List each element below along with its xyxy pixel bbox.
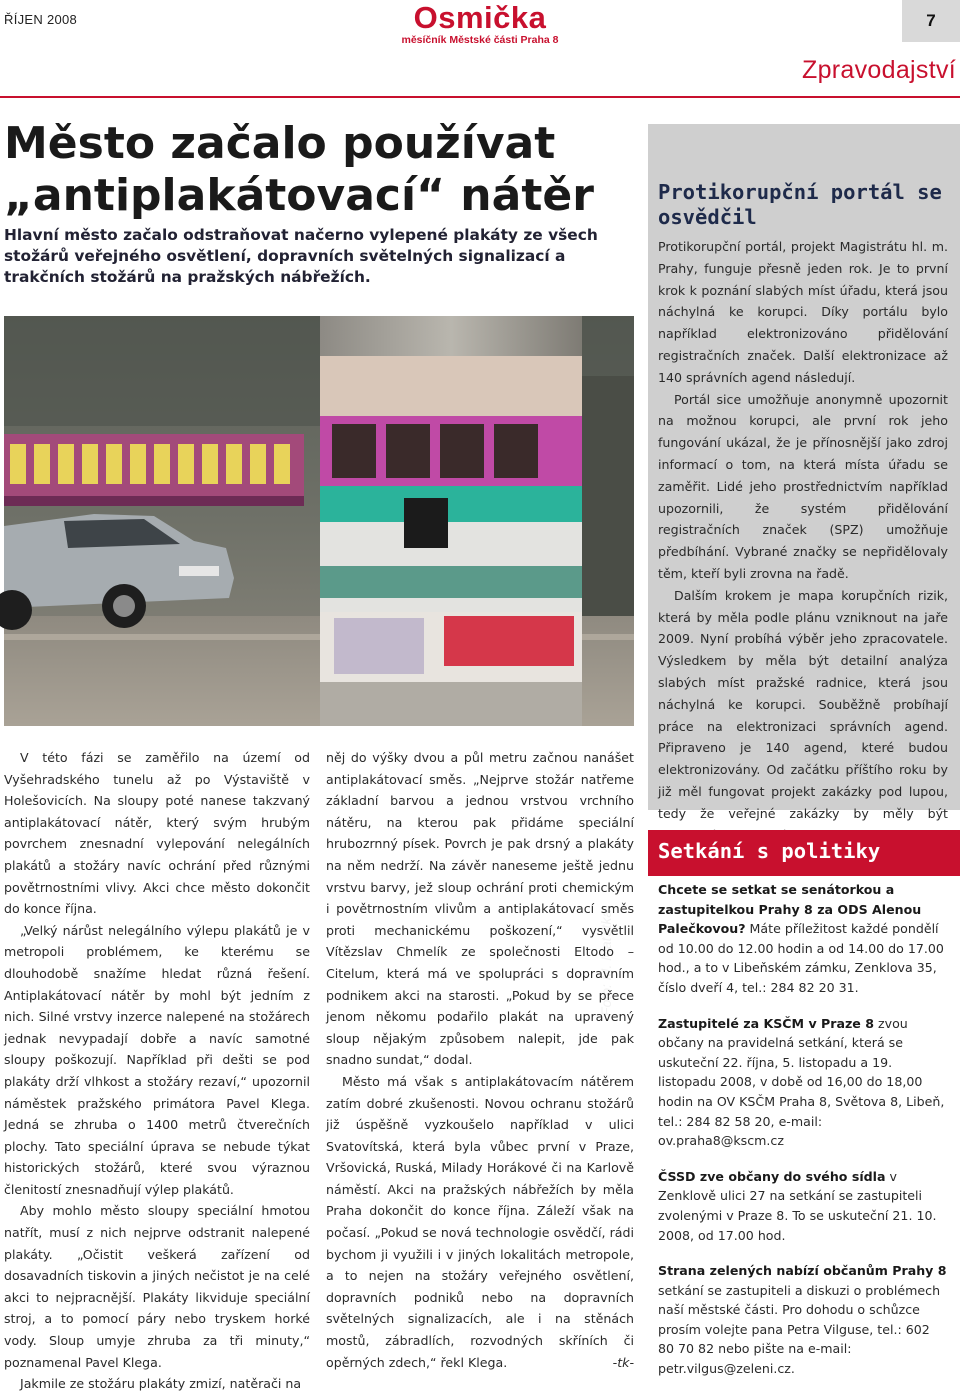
logo[interactable]: Osmička	[413, 0, 547, 35]
sidebar-paragraph-text: Dalším krokem je mapa korupčních rizik, která by měla podle plánu vzniknout na jaře 2009. Nyní probíhá výběr jeho zpracovatele. Výsledkem by měla být detailní analýza slabých míst pražské radnice, která jsou náchylná ke korupci. Souběžně probíhají práce na elektronizaci správních agend. Připraveno je 140 agend, které budou elektronizovány. Od začátku příštího roku by již měl fungovat projekt zakázky pod lupou, tedy že veřejné zakázky by měly být	[658, 587, 948, 821]
article-paragraph: něj do výšky dvou a půl metru začnou nanášet antiplakátovací směs. „Nejprve stožár natřeme základní barvou a jednou vrstvou vrchního nátěru, na kterou pak přidáme speciální hrubozrnný písek. Povrch je pak drsný a plakáty na něm nedrží. Na závěr naneseme ještě jednu vrstvu barvy, jež sloup ochrání proti chemickým i povětrnostním vlivům a antiplakátovací směs proti mechanickému poškození,“ vysvětlil Vítězslav Chmelík ze společnosti Eltodo – Citelum, která má ve spolupráci s dopravním podnikem akci na starosti. „Pokud by se přece jenom někomu podařilo plakát na upravený sloup nějakým způsobem nalepit, jde pak snadno sundat,“ dodal.	[326, 750, 634, 1068]
article-paragraph: „Velký nárůst nelegálního výlepu plakátů je v metropoli problémem, ke kterému se dlouhodobě snažíme hledat různá řešení. Antiplakátovací nátěr by mohl být jedním z nich. Silné vrstvy inzerce nalepené na stožárech jednak nevypadají dobře a navíc samotné sloupy poškozují. Například při dešti se pod plakáty drží vlhkost a stožáry rezaví,“ upozornil náměstek pražského primátora Pavel Klega. Jedná se zhruba o 1400 metrů čtverečních plochy. Tato speciální úprava se nebude týkat historických stožárů, které svou výraznou členitostí znesnadňují výlep plakátů.	[4, 922, 310, 1197]
photo-credit: Foto: M. Maťatka	[598, 909, 614, 1016]
meeting-item-text: zvou občany na pravidelná setkání, která se uskuteční 22. října, 5. listopadu a 19. listopadu 2008, v době od 16,00 do 18,00 hodin na OV KSČM Praha 8, Světova 8, Libeň, tel.: 284 82 58 20, e-mail: ov.praha8@kscm.cz	[658, 1015, 945, 1149]
meeting-item-text: Máte příležitost každé pondělí od 10.00 do 12.00 hodin a od 14.00 do 17.00 hod., a to v Libeňském zámku, Zenklova 35, číslo dveří 4, tel.: 284 82 20 31.	[658, 921, 944, 995]
meeting-item	[658, 1261, 948, 1379]
article-signature: -tk-	[612, 1354, 634, 1370]
meetings-title: Setkání s politiky	[658, 839, 881, 863]
meeting-item-text: setkání se zastupiteli a diskuzi o problémech naší městské části. Pro dohodu o schůzce prosím volejte pana Petra Vilguse, tel.: 602 80 70 82 nebo pište na e-mail: petr.vilgus@zeleni.cz.	[658, 1282, 941, 1377]
article-paragraph	[326, 1071, 634, 1373]
article-paragraph: Jakmile ze stožáru plakáty zmizí, natěrači na	[20, 1376, 302, 1392]
sidebar-box	[648, 124, 960, 821]
article-title-line-1: Město začalo používat	[4, 118, 556, 169]
article-title	[4, 118, 634, 222]
meeting-item-heading: Chcete se setkat se senátorkou a zastupitelkou Prahy 8 za ODS Alenou Palečkovou?	[658, 882, 922, 937]
section-label: Zpravodajství	[802, 56, 956, 84]
article-title-line-2: „antiplakátovací“ nátěr	[4, 170, 594, 221]
sidebar-paragraph: Protikorupční portál, projekt Magistrátu hl. m. Prahy, funguje přesně jeden rok. Je to první krok k poznání slabých míst úřadu, která jsou náchylná ke korupci. Díky portálu bylo například elektronizováno přidělování registračních značek. Další elektronizace až 140 správních agend následují.	[658, 239, 948, 385]
masthead	[0, 2, 960, 46]
sidebar-paragraph: Portál sice umožňuje anonymně upozornit na možnou korupci, ale první rok jeho fungování ukázal, že je přínosnější jako zdroj informací o tom, na která místa úřadu se zaměřit. Lidé jeho prostřednictvím například upozornili, že systém přidělování registračních značek (SPZ) umožňuje předbíhání. Vybrané značky se nepřidělovaly těm, kteří byli zrovna na řadě.	[658, 391, 948, 581]
meeting-item-text: v Zenklově ulici 27 na setkání se zastupiteli zvolenými v Praze 8. To se uskuteční 21. 10. 2008, od 17.00 hod.	[658, 1168, 937, 1243]
meetings-list	[658, 880, 948, 1395]
photo-illustration	[4, 316, 634, 726]
sidebar-text	[658, 236, 948, 846]
meeting-item-heading: ČSSD zve občany do svého sídla	[658, 1168, 886, 1184]
article-lead: Hlavní město začalo odstraňovat načerno vylepené plakáty ze všech stožárů veřejného osvětlení, dopravních světelných signalizací a trakčních stožárů na pražských nábřežích.	[4, 226, 598, 286]
masthead-tagline: měsíčník Městské části Praha 8	[401, 34, 559, 46]
article-column-2	[326, 747, 634, 1373]
article-paragraph: V této fázi se zaměřilo na území od Vyšehradského tunelu až po Výstaviště v Holešovicích. Na sloupy poté nanese takzvaný antiplakátovací nátěr, který svým hrubým povrchem znesnadní vylepování nelegálních plakátů a stožáry navíc ochrání před různými povětrnostními vlivy. Akci chce město dokončit do konce října.	[4, 750, 310, 917]
meeting-item-heading: Zastupitelé za KSČM v Praze 8	[658, 1015, 875, 1031]
article-paragraph-text: Město má však s antiplakátovacím nátěrem zatím dobré zkušenosti. Novou ochranu stožárů již úspěšně vyzkoušelo například v ulici Svatovítská, která byla vůbec první v Praze, Vršovická, Ruská, Milady Horákové či na Karlově náměstí. Akci na pražských nábřežích by měla Praha dokončit do konce října. Záleží však na počasí. „Pokud se nová technologie osvědčí, rádi bychom ji využili i v jiných lokalitách metropole, a to nejen na stožáry veřejného osvětlení, dopravních podniků nebo na dopravních světelných signalizacích, ale i na stěnách mostů, zábradlích, rozvodných skříních či opěrných zdech,“ řekl Klega.	[326, 1073, 634, 1370]
header-divider	[0, 96, 960, 98]
sidebar-paragraph	[658, 585, 948, 847]
issue-date: ŘÍJEN 2008	[4, 12, 78, 27]
meetings-header	[648, 830, 960, 876]
meeting-item-heading: Strana zelených nabízí občanům Prahy 8	[658, 1263, 947, 1279]
meeting-item	[658, 880, 948, 998]
sidebar-title: Protikorupční portál se osvědčil	[658, 180, 942, 229]
article-column-1	[4, 747, 310, 1395]
article-paragraph: Aby mohlo město sloupy speciální hmotou natřít, musí z nich nejprve odstranit nalepené plakáty. „Očistit veškerá zařízení od dosavadních tiskovin a jiných nečistot je na celé akci to nejpracnější. Plakáty likviduje speciální stroj, a to pomocí páry nebo tryskem horké vody. Sloup umyje zhruba za tři minuty,“ poznamenal Pavel Klega.	[4, 1203, 310, 1370]
page-number: 7	[902, 0, 960, 42]
meeting-item	[658, 1014, 948, 1151]
meeting-item	[658, 1167, 948, 1245]
